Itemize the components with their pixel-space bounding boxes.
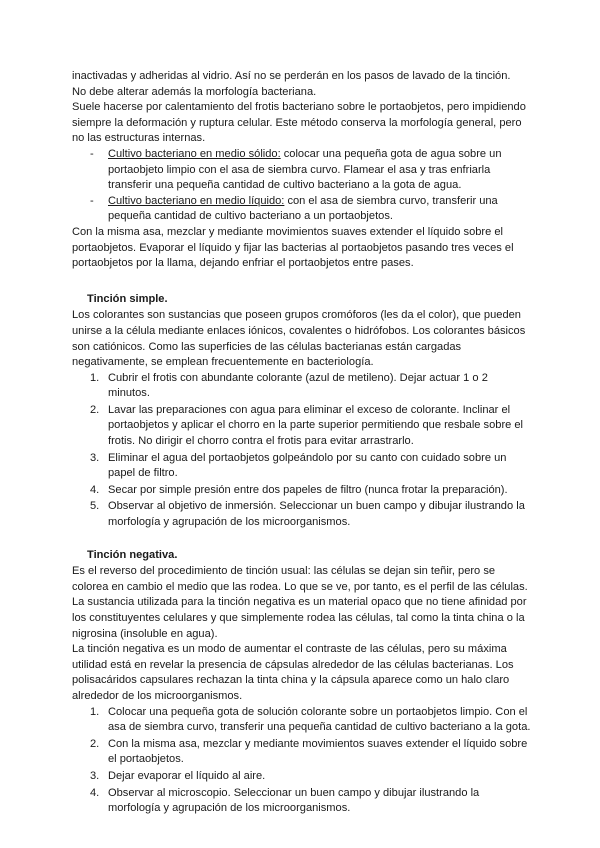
list-item [72,483,532,499]
list-dash: - [90,194,94,207]
step-text: Colocar una pequeña gota de solución colorante sobre un portaobjetos limpio. Con el asa de siembra curvo, transferir una pequeña cantidad de cultivo bacteriano a la gota. [108,705,531,734]
step-text: Cubrir el frotis con abundante colorante (azul de metileno). Dejar actuar 1 o 2 minutos. [108,371,488,400]
step-number: 4. [90,483,100,496]
solid-culture-label: Cultivo bacteriano en medio sólido: [108,147,281,160]
step-number: 3. [90,769,100,782]
step-number: 5. [90,500,100,513]
step-number: 1. [90,371,100,384]
simple-stain-description: Los colorantes son sustancias que poseen grupos cromóforos (les da el color), que pueden unirse a la célula mediante enlaces iónicos, covalentes o hidrófobos. Los colorantes básicos son catiónicos. Como las superficies de las células bacterianas están cargadas negativamente, se emplean frecuentemente en bacteriología. [72,309,526,369]
list-item [72,737,532,768]
list-item [72,786,532,817]
step-text: Secar por simple presión entre dos papeles de filtro (nunca frotar la preparación). [108,483,508,496]
simple-stain-heading: Tinción simple. [87,292,168,305]
step-text: Dejar evaporar el líquido al aire. [108,769,266,782]
negative-stain-steps [72,705,532,817]
negative-stain-heading: Tinción negativa. [87,548,178,561]
intro-paragraph-1-line-1: inactivadas y adheridas al vidrio. Así no se perderán en los pasos de lavado de la tinción. [72,70,511,82]
list-item [72,499,532,530]
list-dash: - [90,147,94,160]
negative-stain-description-2: La tinción negativa es un modo de aumentar el contraste de las células, pero su máxima utilidad está en revelar la presencia de cápsulas alrededor de las células bacterianas. Los polisacáridos capsulares rechazan la tinta china y la cápsula aparece como un halo claro alrededor de los microorganismos. [72,643,514,702]
liquid-culture-text: con el asa de siembra curvo, transferir una pequeña cantidad de cultivo bacteriano a un portaobjetos. [108,194,498,223]
liquid-culture-label: Cultivo bacteriano en medio líquido: [108,194,285,207]
step-text: Observar al microscopio. Seleccionar un buen campo y dibujar ilustrando la morfología y agrupación de los microorganismos. [108,786,480,815]
list-item-solid-culture [72,147,532,194]
list-item [72,371,532,402]
step-text: Observar al objetivo de inmersión. Seleccionar un buen campo y dibujar ilustrando la morfología y agrupación de los microorganismos. [108,500,525,529]
list-item [72,769,532,785]
simple-stain-steps [72,371,532,531]
document-page [72,69,532,818]
step-number: 1. [90,705,100,718]
step-number: 2. [90,403,100,416]
step-number: 4. [90,786,100,799]
negative-stain-description-1: Es el reverso del procedimiento de tinción usual: las células se dejan sin teñir, pero se colorea en cambio el medio que las rodea. Lo que se ve, por tanto, es el perfil de las células. La sustancia utilizada para la tinción negativa es un material opaco que no tiene afinidad por los constituyentes celulares y que simplemente rodea las células, tal como la tinta china o la nigrosina (insoluble en agua). [72,565,528,640]
step-number: 2. [90,737,100,750]
step-number: 3. [90,451,100,464]
intro-paragraph-2: Suele hacerse por calentamiento del frotis bacteriano sobre le portaobjetos, pero impidiendo siempre la deformación y ruptura celular. Este método conserva la morfología general, pero no las estructuras internas. [72,101,526,145]
list-item [72,705,532,736]
step-text: Con la misma asa, mezclar y mediante movimientos suaves extender el líquido sobre el portaobjetos. [108,737,528,766]
list-item-liquid-culture [72,194,532,225]
intro-paragraph-3: Con la misma asa, mezclar y mediante movimientos suaves extender el líquido sobre el portaobjetos. Evaporar el líquido y fijar las bacterias al portaobjetos pasando tres veces el portaobjetos por la llama, dejando enfriar el portaobjetos entre pases. [72,225,514,270]
step-text: Eliminar el agua del portaobjetos golpeándolo por su canto con cuidado sobre un papel de filtro. [108,451,507,480]
list-item [72,403,532,450]
step-text: Lavar las preparaciones con agua para eliminar el exceso de colorante. Inclinar el portaobjetos y aplicar el chorro en la parte superior permitiendo que resbale sobre el frotis. No dirigir el chorro contra el frotis para evitar arrastrarlo. [108,403,524,448]
list-item [72,451,532,482]
culture-method-list [72,147,532,225]
solid-culture-text: colocar una pequeña gota de agua sobre un portaobjeto limpio con el asa de siembra curvo. Flamear el asa y tras enfriarla transferir una pequeña cantidad de cultivo bacteriano a la gota de agua. [108,147,502,192]
intro-paragraph-1-line-2: No debe alterar además la morfología bacteriana. [72,85,317,98]
